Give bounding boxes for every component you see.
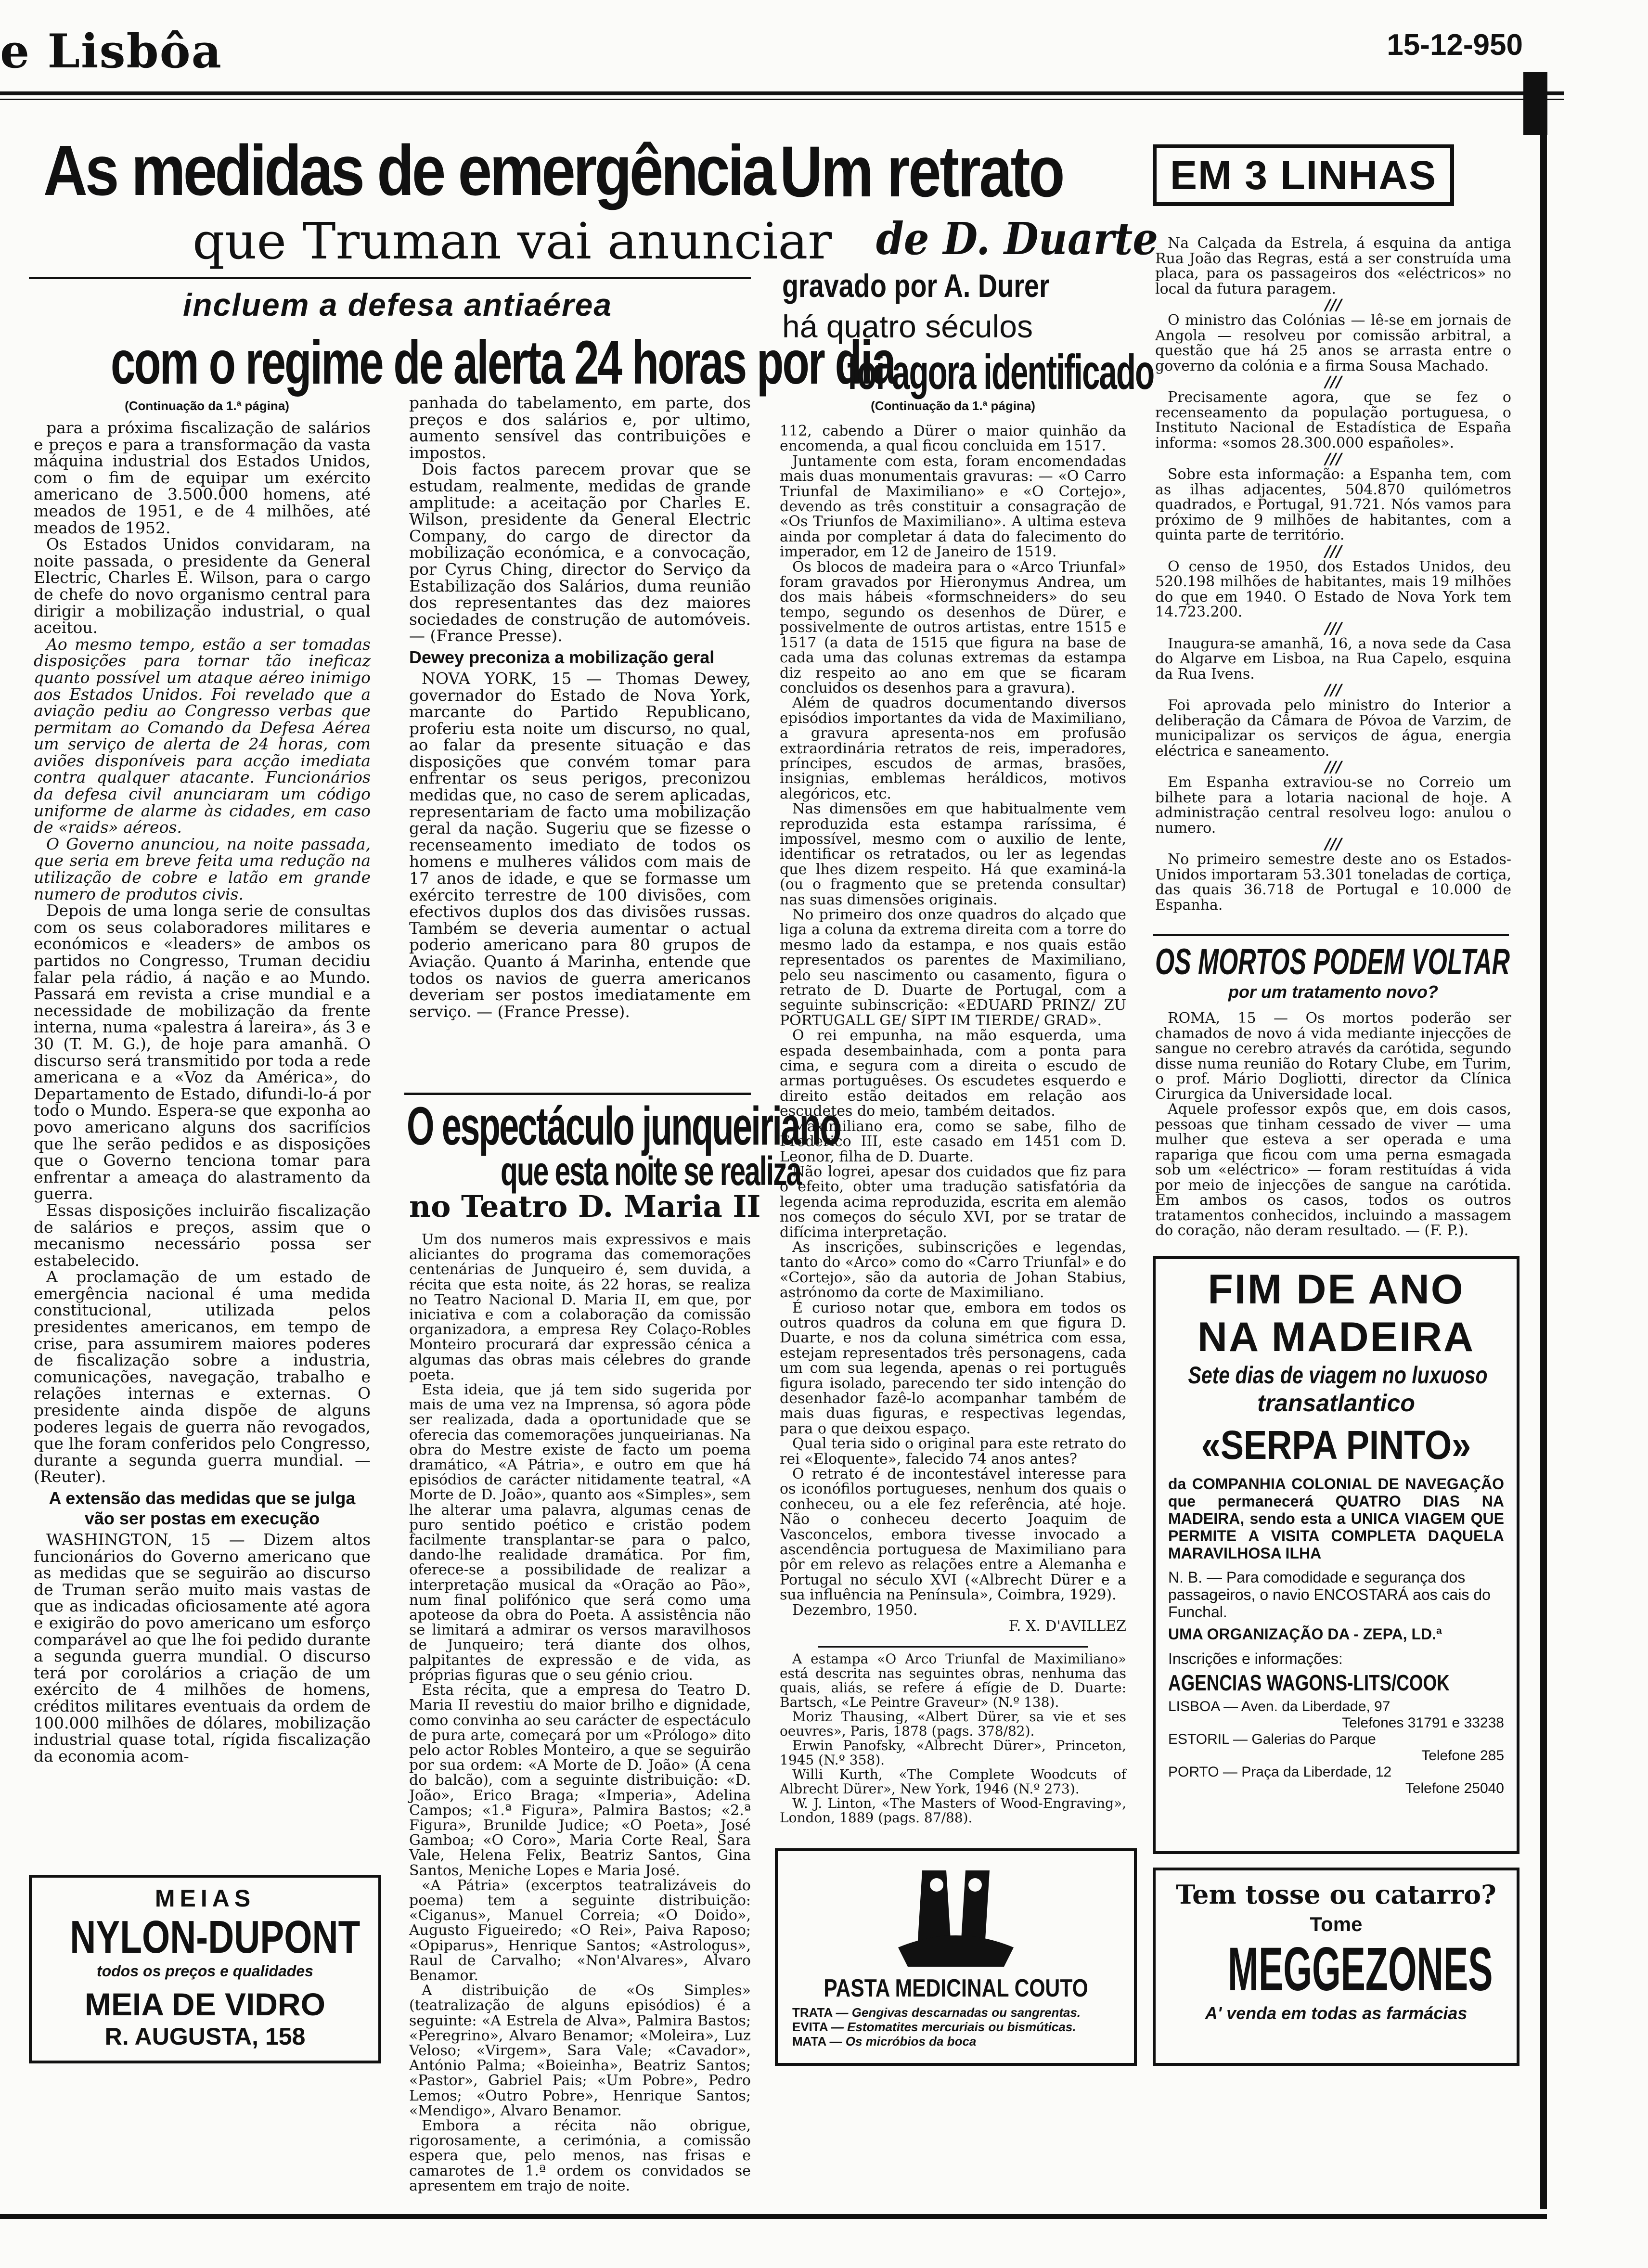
section-title-box <box>1153 144 1454 206</box>
advert-line: todos os preços e qualidades <box>97 1962 313 1980</box>
advert-title: PASTA MEDICINAL COUTO <box>824 1974 1088 2002</box>
paragraph: A estampa «O Arco Triunfal de Maximiliano» está descrita nas seguintes obras, nenhuma das quais, aliás, se refere á efígie de D. Duarte: Bartsch, «Le Peintre Graveur» (N.º 138). <box>780 1651 1126 1710</box>
article-separator <box>1153 934 1509 936</box>
paragraph: Esta récita, que a empresa do Teatro D. Maria II revestiu do maior brilho e dignidade, como convinha ao seu carácter de espectáculo de pura arte, começará por um «Prólogo» dito pelo actor Robles Monteiro, a que se seguirão por sua ordem: «A Morte de D. João» (A cena do balcão), com a seguinte distribuição: «D. João», Erico Braga; «Imperia», Adelina Campos; «1.ª Figura», Palmira Bastos; «2.ª Figura», Brunilde Judice; «O Poeta», José Gamboa; «O Coro», Maria Corte Real, Sara Vale, Helena Felix, Beatriz Santos, Gina Santos, Meniche Lopes e Maria José. <box>409 1682 751 1879</box>
continuation-note: (Continuação da 1.ª página) <box>871 399 1035 413</box>
brief-item: No primeiro semestre deste ano os Estados-Unidos importaram 53.301 toneladas de cortiça, das quais 36.718 de Portugal e 10.000 de Espanha. <box>1155 851 1511 914</box>
article-headline: Um retrato <box>780 131 1064 212</box>
paragraph: W. J. Linton, «The Masters of Wood-Engraving», London, 1889 (pags. 87/88). <box>780 1795 1126 1826</box>
phone-line: Telefone 25040 <box>1405 1780 1504 1796</box>
advert-term: EVITA <box>792 2020 828 2034</box>
masthead-title: e Lisbôa <box>0 24 222 78</box>
paragraph: Moriz Thausing, «Albert Dürer, sa vie et ses oeuvres», Paris, 1878 (pags. 378/82). <box>780 1709 1126 1739</box>
brief-item: O ministro das Colónias — lê-se em jornais de Angola — resolveu por comissão arbitral, a questão que há 25 anos se arrasta entre o governo da colónia e a firma Sousa Machado. <box>1155 312 1511 374</box>
article-deck: com o regime de alerta 24 horas por dia <box>111 328 895 397</box>
paragraph: Dezembro, 1950. <box>792 1601 918 1619</box>
paragraph: Um dos numeros mais expressivos e mais aliciantes do programa das comemorações centenárias de Junqueiro é, sem duvida, a récita que esta noite, ás 22 horas, se realiza no Teatro Nacional D. Maria II, em que, por iniciativa e com a colaboração da comissão organizadora, a empresa Rey Colaço-Robles Monteiro procurará dar expressão cénica a algumas das obras mais célebres do grande poeta. <box>409 1231 751 1383</box>
advert-line: transatlantico <box>1257 1390 1415 1417</box>
brief-item: Inaugura-se amanhã, 16, a nova sede da Casa do Algarve em Lisboa, na Rua Capelo, esquina da Rua Ivens. <box>1155 635 1511 683</box>
article-headline-3: no Teatro D. Maria II <box>409 1189 761 1224</box>
news-briefs <box>1155 236 1511 913</box>
article-body <box>780 424 1126 1634</box>
address-line: LISBOA — Aven. da Liberdade, 97 <box>1168 1699 1390 1714</box>
article-headline: OS MORTOS PODEM VOLTAR <box>1155 941 1510 982</box>
advert-term: TRATA <box>792 2005 833 2020</box>
advert-line: Sete dias de viagem no luxuoso <box>1188 1362 1488 1389</box>
address-line: PORTO — Praça da Liberdade, 12 <box>1168 1764 1392 1780</box>
paragraph: Não logrei, apesar dos cuidados que fiz para o efeito, obter uma tradução satisfatória da legenda acima reproduzida, escrita em alemão nos começos do século XVI, por se tratar de difícima interpretação. <box>780 1163 1126 1241</box>
article-headline: As medidas de emergência <box>43 131 774 210</box>
paragraph: O rei empunha, na mão esquerda, uma espada desembainhada, com a ponta para cima, e segura com a direita o escudo de armas portuguêses. Os escudetes esquerdo e direito estão deitados em relação aos escudetes do meio, também deitados. <box>780 1027 1126 1120</box>
advert-line: A' venda em todas as farmácias <box>1205 2003 1468 2023</box>
paragraph: Willi Kurth, «The Complete Woodcuts of Albrecht Dürer», New York, 1946 (N.º 273). <box>780 1766 1126 1797</box>
brief-separator: /// <box>1325 296 1342 314</box>
article-column-1 <box>34 420 371 1765</box>
article-column-2 <box>409 395 751 1020</box>
paragraph: É curioso notar que, embora em todos os outros quadros da coluna em que figura D. Duarte, e nos da coluna simétrica com essa, estejam representados três personagens, cada um com sua legenda, apenas o rei português figura isolado, parecendo ter sido intenção do desenhador fazê-lo acompanhar também de mais duas figuras, e respectivas legendas, para o que deixou espaço. <box>780 1299 1126 1437</box>
page-bottom-rule <box>0 2214 1547 2219</box>
page-right-border <box>1540 91 1547 2209</box>
brief-separator: /// <box>1325 619 1342 637</box>
paragraph: Ao mesmo tempo, estão a ser tomadas disposições para tornar tão ineficaz quanto possível um ataque aéreo inimigo aos Estados Unidos. Foi revelado que a aviação pediu ao Congresso verbas que permitam ao Comando da Defesa Aérea um serviço de alerta de 24 horas, com aviões disponíveis para acção imediata contra qualquer atacante. Funcionários da defesa civil anunciaram um código uniforme de alarme às cidades, em caso de «raids» aéreos. <box>34 634 371 837</box>
article-deck-3: foi agora identificado <box>847 345 1154 399</box>
phone-line: Telefones 31791 e 33238 <box>1342 1715 1504 1731</box>
paragraph: ROMA, 15 — Os mortos poderão ser chamados de novo á vida mediante injecções de sangue no cerebro através da carótida, segundo disse numa reunião do Rotary Clube, em Turim, o prof. Mário Dogliotti, director da Clínica Cirurgica da Universidade local. <box>1155 1010 1511 1103</box>
paragraph: WASHINGTON, 15 — Dizem altos funcionários do Governo americano que as medidas que se seguirão ao discurso de Truman serão muito mais vastas de que as indicadas oficiosamente até agora e exigirão do povo americano um esforço comparável ao que lhe foi pedido durante a segunda guerra mundial. O discurso terá por corolários a criação de um exército de 4 milhões de homens, créditos militares eventuais da ordem de 100.000 milhões de dólares, mobilização industrial quase total, rígida fiscalização da economia acom- <box>34 1530 371 1765</box>
article-kicker: incluem a defesa antiaérea <box>183 287 613 322</box>
paragraph: 112, cabendo a Dürer o maior quinhão da encomenda, a qual ficou concluida em 1517. <box>780 423 1126 455</box>
advert-text: N. B. — Para comodidade e segurança dos passageiros, o navio ENCOSTARÁ aos cais do Funchal. <box>1168 1569 1491 1621</box>
article-subheadline: por um tratamento novo? <box>1228 982 1438 1002</box>
issue-date: 15-12-950 <box>1387 28 1523 62</box>
paragraph: Os blocos de madeira para o «Arco Triunfal» foram gravados por Hieronymus Andrea, um dos mais hábeis «formschneiders» do seu tempo, segundo os desenhos de Dürer, e possivelmente de outros artistas, entre 1515 e 1517 (a data de 1515 que figura na base de cada uma das colunas extremas da estampa diz respeito ao ano em que se ficaram concluidos os desenhos para a gravura). <box>780 558 1126 696</box>
advert-term: MATA <box>792 2034 826 2049</box>
paragraph: «A Pátria» (excerptos teatralizáveis do poema) tem a seguinte distribuição: «Ciganus», Manuel Correia; «O Doido», Augusto Figueiredo; «O Rei», Paiva Raposo; «Opiparus», Henrique Santos; «Astrologus», Raul de Carvalho; «Non'Alvares», Alvaro Benamor. <box>409 1877 751 1984</box>
brief-separator: /// <box>1325 758 1342 776</box>
article-headline-2: que esta noite se realiza <box>501 1148 801 1194</box>
advert-text: Inscrições e informações: <box>1168 1650 1343 1667</box>
tube-illustration-icon <box>778 1851 1134 1976</box>
advert-text: — Estomatites mercuriais ou bismúticas. <box>831 2020 1076 2034</box>
paragraph: Dois factos parecem provar que se estudam, realmente, medidas de grande amplitude: a aceitação por Charles E. Wilson, presidente da General Electric Company, do cargo de director da mobilização económica, e a convocação, por Cyrus Ching, director do Serviço da Estabilização dos Salários, duma reunião dos representantes das dez maiores sociedades de construção de automóveis. — (France Presse). <box>409 460 751 645</box>
page-corner-mark <box>1523 72 1547 135</box>
advert-text: — Os micróbios da boca <box>829 2034 977 2049</box>
advert-line: R. AUGUSTA, 158 <box>104 2023 306 2050</box>
advert-text: UMA ORGANIZAÇÃO DA - ZEPA, LD.ª <box>1168 1625 1442 1643</box>
note-rule <box>818 1646 1088 1648</box>
brief-item: O censo de 1950, dos Estados Unidos, deu 520.198 milhões de habitantes, mais 19 milhões do que em 1940. O Estado de Nova York tem 14.723.200. <box>1155 558 1511 620</box>
brief-separator: /// <box>1325 541 1342 560</box>
advert-line: «SERPA PINTO» <box>1201 1422 1471 1468</box>
advert-line: Tome <box>1310 1913 1363 1935</box>
paragraph: As inscrições, subinscrições e legendas, tanto do «Arco» como do «Carro Triunfal» e do «Cortejo», são da autoria de Johan Stabius, astrónomo da corte de Maximiliano. <box>780 1238 1126 1302</box>
advert-line: MEIA DE VIDRO <box>85 1986 325 2022</box>
advert-line: MEIAS <box>154 1885 256 1912</box>
paragraph: Esta ideia, que já tem sido sugerida por mais de uma vez na Imprensa, só agora pôde ser realizada, dada a oportunidade que se oferecia das comemorações junqueirianas. Na obra do Mestre existe de facto um poema dramático, «A Pátria», e outro em que há episódios de carácter nitidamente teatral, «A Morte de D. João», quanto aos «Simples», sem lhe alterar uma palavra, algumas cenas de puro sentido poético e cristão podem facilmente transplantar-se para o palco, dando-lhe realidade dramática. Por fim, oferece-se a possibilidade de realizar a interpretação musical da «Oração ao Pão», num final polifónico que será como uma apoteose da obra do Poeta. A assistência não se limitará a admirar os versos maravilhosos de Junqueiro; terá diante dos olhos, palpitantes de expressão e de vida, as próprias figuras que o seu génio criou. <box>409 1381 751 1684</box>
brief-separator: /// <box>1325 681 1342 699</box>
paragraph: Juntamente com esta, foram encomendadas mais duas monumentais gravuras: — «O Carro Triunfal de Maximiliano» e «O Cortejo», devendo as três constituir a consagração de «Os Triunfos de Maximiliano». A ultima esteva ainda por completar á data do falecimento do imperador, em 12 de Janeiro de 1519. <box>780 452 1126 561</box>
paragraph: O retrato é de incontestável interesse para os iconófilos portugueses, nenhum dos quais o conheceu, ou a ele fez referência, até hoje. Não o conheceu decerto Joaquim de Vasconcelos, embora tivesse invocado a ascendência portuguesa de Maximiliano para pôr em relevo as relações entre a Alemanha e Portugal no século XVI («Albrecht Dürer e a sua influência na Península», Coimbra, 1929). <box>780 1466 1126 1604</box>
brief-separator: /// <box>1325 373 1342 391</box>
brief-item: Precisamente agora, que se fez o recenseamento da população portuguesa, o Instituto Nacional de Estadística de España informa: «somos 28.300.000 españoles». <box>1155 389 1511 451</box>
paragraph: Embora a récita não obrigue, rigorosamente, a cerimónia, a comissão espera que, pelo menos, nas frisas e camarotes de 1.ª ordem os convidados se apresentem em trajo de noite. <box>409 2117 751 2194</box>
article-headline-2: que Truman vai anunciar <box>193 212 832 271</box>
paragraph: Aquele professor expôs que, em dois casos, pessoas que tinham cessado de viver — uma mulher que esteva a ser operada e uma rapariga que ficou com uma perna esmagada sob um «eléctrico» — foram restituídas á vida por meio de injecções de sangue na carótida. Em ambos os casos, todos os outros tratamentos conhecidos, incluindo a massagem do coração, não deram resultado. — (F. P.). <box>1155 1101 1511 1239</box>
byline: F. X. D'AVILLEZ <box>1008 1618 1126 1635</box>
brief-item: Foi aprovada pelo ministro do Interior a deliberação da Câmara de Póvoa de Varzim, de municipalizar os serviços de água, energia eléctrica e saneamento. <box>1155 697 1511 760</box>
masthead-rule-thin <box>0 99 1564 100</box>
paragraph: A proclamação de um estado de emergência nacional é uma medida constitucional, utilizada pelos presidentes americanos, em tempo de crise, para assumirem maiores poderes de fiscalização sobre a industria, comunicações, navegação, trabalho e relações internas e externas. O presidente ainda dispõe de alguns poderes legais de guerra não revogados, que lhe foram conferidos pelo Congresso, durante a segunda guerra mundial. — (Reuter). <box>34 1267 371 1486</box>
brief-item: Sobre esta informação: a Espanha tem, com as ilhas adjacentes, 504.870 quilómetros quadrados, e Portugal, 91.721. Nós vamos para próximo de 9 milhões de habitantes, com a quinta parte de território. <box>1155 466 1511 543</box>
brief-item: Na Calçada da Estrela, á esquina da antiga Rua João das Regras, está a ser construída uma placa, para os passageiros dos «eléctricos» no local da futura paragem. <box>1155 235 1511 297</box>
advert-serpa-pinto <box>1153 1256 1519 1854</box>
paragraph: O Governo anunciou, na noite passada, que seria em breve feita uma redução na utilização de cobre e latão em grande numero de produtos civis. <box>34 834 371 903</box>
phone-line: Telefone 285 <box>1421 1748 1504 1764</box>
advert-text: — Gengivas descarnadas ou sangrentas. <box>836 2005 1081 2020</box>
masthead-rule <box>0 91 1564 95</box>
paragraph: Os Estados Unidos convidaram, na noite passada, o presidente da General Electric, Charles E. Wilson, para o cargo de chefe do novo organismo central para dirigir a mobilização industrial, o qual aceitou. <box>34 535 371 637</box>
article-deck-2: há quatro séculos <box>782 309 1033 344</box>
article-headline-2: de D. Duarte <box>876 213 1159 265</box>
paragraph: para a próxima fiscalização de salários e preços e para a transformação da vasta máquina industrial dos Estados Unidos, com o fim de equipar um exército americano de 3.500.000 homens, até meados de 1951, e de 4 milhões, até meados de 1952. <box>34 418 371 537</box>
advert-text: da COMPANHIA COLONIAL DE NAVEGAÇÃO que permanecerá QUATRO DIAS NA MADEIRA, sendo esta a UNICA VIAGEM QUE PERMITE A VISITA COMPLETA DAQUELA MARAVILHOSA ILHA <box>1168 1475 1504 1562</box>
brief-separator: /// <box>1325 450 1342 468</box>
paragraph: Qual teria sido o original para este retrato do rei «Eloquente», falecido 74 anos antes? <box>780 1435 1126 1468</box>
paragraph: A distribuição de «Os Simples» (teatralização de alguns episódios) é a seguinte: «A Estrela de Alva», Palmira Bastos; «Peregrino», Alvaro Benamor; «Moleira», Luz Veloso; «Virgem», Sara Vale; «Cavador», António Palma; «Boieinha», Beatriz Santos; «Pastor», Gabriel Pais; «Um Pobre», Pedro Lemos; «Outro Pobre», Henrique Santos; «Mendigo», Alvaro Benamor. <box>409 1982 751 2119</box>
brief-item: Em Espanha extraviou-se no Correio um bilhete para a lotaria nacional de hoje. A administração central resolveu logo: anulou o numero. <box>1155 774 1511 837</box>
paragraph: No primeiro dos onze quadros do alçado que liga a coluna da extrema direita com a torre do mesmo lado da estampa, e nos quais estão representados os parentes de Maximiliano, pelo seu nascimento ou casamento, figura o retrato de D. Duarte de Portugal, com a seguinte subinscrição: «EDUARD PRINZ/ ZU PORTUGALL GE/ SIPT IM TIERDE/ GRAD». <box>780 906 1126 1029</box>
article-body <box>409 1232 751 2193</box>
paragraph: Nas dimensões em que habitualmente vem reproduzida esta estampa raríssima, é impossível, mesmo com o auxilio de lente, identificar os retratados, ou ler as legendas que lhes dizem respeito. Há que examiná-la (ou o fragmento que se pretenda consultar) nas suas dimensões originais. <box>780 800 1126 908</box>
bibliography-note <box>780 1652 1126 1825</box>
paragraph: Depois de uma longa serie de consultas com os seus colaboradores militares e económicos e «leaders» de ambos os partidos no Congresso, Truman decidiu falar pela rádio, á nação e ao Mundo. Passará em revista a crise mundial e a necessidade de mobilização da frente interna, numa «palestra á lareira», ás 3 e 30 (T. M. G.), de hoje para amanhã. O discurso será transmitido por toda a rede americana e a «Voz da América», do Departamento de Estado, difundi-lo-á por todo o Mundo. Espera-se que exponha ao povo americano alguns dos sacrifícios que lhe serão pedidos e as disposições que o Governo tenciona tomar para enfrentar a ameaça do alastramento da guerra. <box>34 901 371 1203</box>
paragraph: Essas disposições incluirão fiscalização de salários e preços, assim que o mecanismo necessário possa ser estabelecido. <box>34 1200 371 1270</box>
paragraph: NOVA YORK, 15 — Thomas Dewey, governador do Estado de Nova York, marcante do Partido Republicano, proferiu esta noite um discurso, no qual, ao falar da presente situação e das disposições que convém tomar para enfrentar os seus perigos, preconizou medidas que, no caso de serem aplicadas, representariam de facto uma mobilização geral da nação. Sugeriu que se fizesse o recenseamento imediato de todos os homens e mulheres válidos com mais de 17 anos de idade, e que se formasse um exército terrestre de 100 divisões, com efectivos duplos dos das divisões russas. Também se deveria aumentar o actual poderio americano para 80 grupos de Aviação. Quanto á Marinha, entende que todos os navios de guerra americanos deveriam ser postos imediatamente em serviço. — (France Presse). <box>409 669 751 1021</box>
address-line: ESTORIL — Galerias do Parque <box>1168 1731 1376 1747</box>
article-deck: gravado por A. Durer <box>782 268 1050 304</box>
subheading: A extensão das medidas que se julga vão ser postas em execução <box>49 1488 356 1528</box>
advert-line: FIM DE ANO <box>1208 1266 1465 1313</box>
advert-line: Tem tosse ou catarro? <box>1176 1879 1496 1910</box>
brief-separator: /// <box>1325 835 1342 853</box>
paragraph: Maximiliano era, como se sabe, filho de Frederico III, este casado em 1451 com D. Leonor, filha de D. Duarte. <box>780 1118 1126 1165</box>
paragraph: Erwin Panofsky, «Albrecht Dürer», Princeton, 1945 (N.º 358). <box>780 1738 1126 1768</box>
article-headline: O espectáculo junqueiriano <box>407 1096 840 1156</box>
advert-meias <box>29 1875 381 2063</box>
advert-line: NA MADEIRA <box>1197 1314 1475 1360</box>
continuation-note: (Continuação da 1.ª página) <box>125 399 289 413</box>
headline-rule <box>29 277 751 279</box>
advert-pasta-couto <box>775 1848 1137 2066</box>
article-body <box>1155 1011 1511 1238</box>
advert-line: MEGGEZONES <box>1228 1935 1493 2004</box>
advert-meggezones <box>1153 1868 1519 2066</box>
paragraph: Além de quadros documentando diversos episódios importantes da vida de Maximiliano, a gravura apresenta-nos em profusão extraordinária retratos de reis, imperadores, príncipes, escudos de armas, brasões, insignias, emblemas heráldicos, motivos alegóricos, etc. <box>780 695 1126 802</box>
section-title: EM 3 LINHAS <box>1170 153 1437 198</box>
paragraph: panhada do tabelamento, em parte, dos preços e dos salários e, por ultimo, aumento sensível das contribuições e impostos. <box>409 393 751 462</box>
advert-line: NYLON-DUPONT <box>70 1911 360 1963</box>
advert-agency: AGENCIAS WAGONS-LITS/COOK <box>1168 1670 1450 1695</box>
subheading: Dewey preconiza a mobilização geral <box>409 647 715 667</box>
